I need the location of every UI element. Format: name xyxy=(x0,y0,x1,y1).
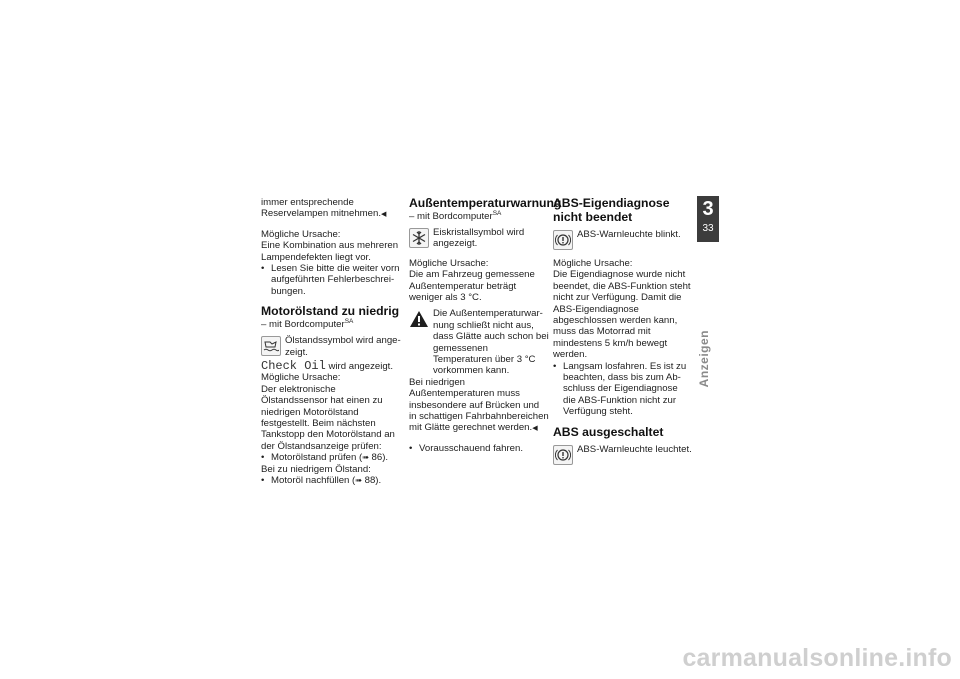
abs-off-icon-text: ABS-Warnleuchte leuchtet. xyxy=(577,444,692,456)
ice-icon-text: Eiskristallsymbol wird angezeigt. xyxy=(433,226,525,250)
section-title-oil: Motorölstand zu niedrig xyxy=(261,304,400,319)
list-item: • Motorölstand prüfen (➠ 86). xyxy=(261,452,401,463)
display-message: Check Oil wird angezeigt. xyxy=(261,358,394,373)
list-item: • Lesen Sie bitte die weiter vorn aufgeführten Fehlerbeschreibungen. xyxy=(261,263,401,297)
abs-warning-icon xyxy=(553,445,573,465)
section-title-temperature: Außentemperaturwarnung xyxy=(409,196,562,210)
abs-warning-icon xyxy=(553,230,573,250)
cause2-label: Mögliche Ursache: xyxy=(261,372,341,384)
cause-text: Die am Fahrzeug gemessene Außentemperatur beträgt weniger als 3 °C. xyxy=(409,269,535,303)
bullet-list xyxy=(553,361,693,418)
abs-icon-text: ABS-Warnleuchte blinkt. xyxy=(577,229,681,240)
cause-text: Eine Kombination aus mehreren Lampendefekten liegt vor. xyxy=(261,240,399,263)
end-mark-icon: ◀ xyxy=(380,211,387,219)
oil-level-icon xyxy=(261,336,281,356)
abs-icon-row xyxy=(553,229,693,250)
abs-off-icon-row xyxy=(553,444,693,465)
page-ref-arrow-icon: ➠ xyxy=(362,453,369,463)
ice-crystal-icon xyxy=(409,228,429,248)
check-oil-display: Check Oil xyxy=(261,358,326,373)
bullet-list xyxy=(261,263,401,297)
warning-text-2: Bei niedrigen Außentemperaturen muss insbesondere auf Brücken und in schattigen Fahrbahnbereichen mit Glätte gerechnet werden.◀ xyxy=(409,376,549,434)
cause-label: Mögliche Ursache: xyxy=(553,258,633,269)
section-title-abs-off: ABS ausgeschaltet xyxy=(553,424,664,439)
bordcomputer-note: – mit Bordcomputer$^{SA}$ xyxy=(261,317,354,330)
chapter-number: 3 xyxy=(702,198,714,220)
list-item: • Vorausschauend fahren. xyxy=(409,443,549,454)
column-3 xyxy=(553,197,693,465)
list-item: • Langsam losfahren. Es ist zu beachten, dass bis zum Abschluss der Eigendiagnose die ABS-Funktion nicht zur Verfügung steht. xyxy=(553,361,693,418)
page-ref-arrow-icon: ➠ xyxy=(355,476,362,486)
end-mark-icon: ◀ xyxy=(532,425,538,433)
cause-text: Die Eigendiagnose wurde nicht beendet, die ABS-Funktion steht nicht zur Verfügung. Damit die ABS-Eigendiagnose abgeschlossen werden kann, muss das Motorrad mit mindestens 5 km/h bewegt werden. xyxy=(553,269,691,361)
low-level-label: Bei zu niedrigem Ölstand: xyxy=(261,463,371,475)
column-2 xyxy=(409,196,562,454)
cause-label: Mögliche Ursache: xyxy=(261,228,341,240)
chapter-tab xyxy=(697,196,719,242)
cause2-text: Der elektronische Ölstandssensor hat einen zu niedrigen Motorölstand festgestellt. Beim nächsten Tankstopp den Motorölstand an der Ölstandsanzeige prüfen: xyxy=(261,383,395,452)
intro-text: immer entsprechende Reservelampen mitnehmen.◀ xyxy=(261,197,387,220)
bordcomputer-note: – mit Bordcomputer$^{SA}$ xyxy=(409,209,502,222)
section-title-abs-diagnosis: ABS-Eigendiagnose nicht beendet xyxy=(553,196,670,224)
oil-icon-row xyxy=(261,335,401,358)
chapter-side-label: Anzeigen xyxy=(697,330,711,388)
watermark: carmanualsonline.info xyxy=(682,644,952,672)
list-item: • Motoröl nachfüllen (➠ 88). xyxy=(261,475,401,486)
bullet-list xyxy=(261,475,401,486)
warning-row xyxy=(409,308,549,376)
warning-text: Die Außentemperaturwarnung schließt nicht aus, dass Glätte auch schon bei gemessenen Temperaturen über 3 °C vorkommen kann. xyxy=(433,308,549,377)
column-1 xyxy=(261,197,401,486)
bullet-list xyxy=(261,452,401,463)
ice-icon-row xyxy=(409,227,549,250)
oil-icon-text: Ölstandssymbol wird angezeigt. xyxy=(285,335,401,358)
page-number: 33 xyxy=(702,223,714,234)
cause-label: Mögliche Ursache: xyxy=(409,257,489,269)
warning-triangle-icon xyxy=(409,309,429,329)
bullet-list xyxy=(409,443,549,454)
